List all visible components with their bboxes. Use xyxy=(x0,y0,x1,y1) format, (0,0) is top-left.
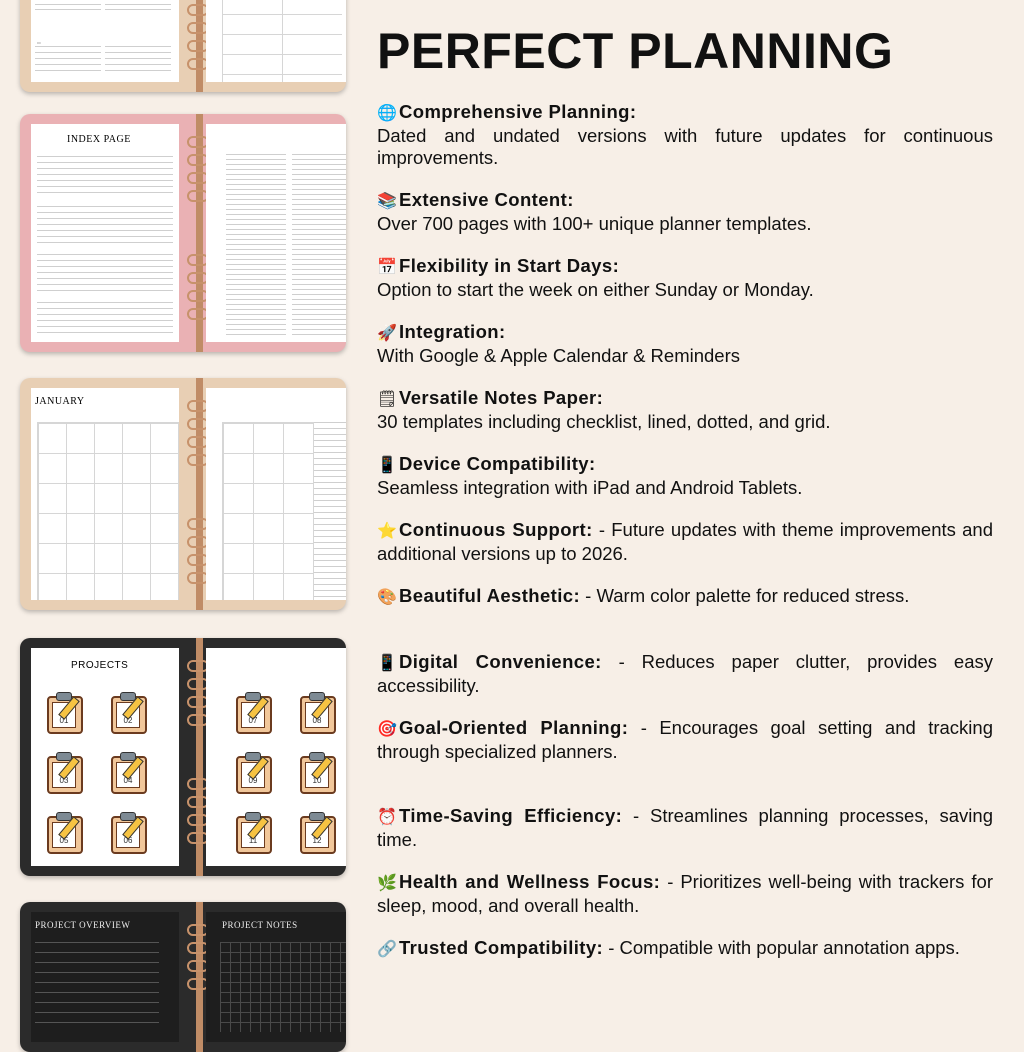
feature-title: Comprehensive Planning: xyxy=(399,101,637,122)
feature-item xyxy=(377,871,993,917)
project-clipboard-icon: 07 xyxy=(236,692,270,730)
planner-preview-tracker xyxy=(20,0,346,92)
feature-description: - Encourages goal setting and tracking through specialized planners. xyxy=(377,717,993,762)
page-headline: PERFECT PLANNING xyxy=(377,23,894,79)
tracker-right-page xyxy=(206,0,346,82)
notepad-icon: 🗒 xyxy=(377,391,398,408)
project-clipboard-icon: 11 xyxy=(236,812,270,850)
project-clipboard-icon: 12 xyxy=(300,812,334,850)
phone-icon: 📱 xyxy=(377,457,397,474)
feature-description: - Warm color palette for reduced stress. xyxy=(585,585,910,606)
feature-title: Device Compatibility: xyxy=(399,453,596,474)
planner-preview-month xyxy=(20,378,346,610)
phone-icon: 📱 xyxy=(377,655,397,672)
palette-icon: 🎨 xyxy=(377,589,397,606)
calendar-icon: 📅 xyxy=(377,259,397,276)
feature-item xyxy=(377,255,993,301)
herb-icon: 🌿 xyxy=(377,875,397,892)
project-clipboard-icon: 05 xyxy=(47,812,81,850)
feature-title: Flexibility in Start Days: xyxy=(399,255,620,276)
feature-description: Seamless integration with iPad and Android Tablets. xyxy=(377,477,803,498)
project-clipboard-icon: 04 xyxy=(111,752,145,790)
feature-description: Option to start the week on either Sunday or Monday. xyxy=(377,279,814,300)
feature-item xyxy=(377,805,993,851)
month-title: JANUARY xyxy=(35,396,85,407)
feature-description: - Prioritizes well-being with trackers for sleep, mood, and overall health. xyxy=(377,871,993,916)
planner-preview-index xyxy=(20,114,346,352)
feature-description: With Google & Apple Calendar & Reminders xyxy=(377,345,740,366)
feature-title: Continuous Support: xyxy=(399,519,593,540)
feature-title: Digital Convenience: xyxy=(399,651,602,672)
alarm-clock-icon: ⏰ xyxy=(377,809,397,826)
month-right-page xyxy=(206,388,346,600)
link-icon: 🔗 xyxy=(377,941,397,958)
index-left-page xyxy=(31,124,179,342)
feature-title: Extensive Content: xyxy=(399,189,574,210)
feature-item xyxy=(377,717,993,763)
project-clipboard-icon: 08 xyxy=(300,692,334,730)
feature-item xyxy=(377,651,993,697)
feature-title: Beautiful Aesthetic: xyxy=(399,585,581,606)
project-clipboard-icon: 02 xyxy=(111,692,145,730)
feature-description: - Reduces paper clutter, provides easy accessibility. xyxy=(377,651,993,696)
planner-preview-projects xyxy=(20,638,346,876)
overview-title: PROJECT OVERVIEW xyxy=(35,920,131,930)
project-clipboard-icon: 06 xyxy=(111,812,145,850)
tracker-left-page: ▭ xyxy=(31,0,179,82)
feature-title: Trusted Compatibility: xyxy=(399,937,604,958)
feature-title: Goal-Oriented Planning: xyxy=(399,717,629,738)
feature-item xyxy=(377,937,993,961)
rocket-icon: 🚀 xyxy=(377,325,397,342)
feature-title: Time-Saving Efficiency: xyxy=(399,805,623,826)
feature-description: Over 700 pages with 100+ unique planner templates. xyxy=(377,213,812,234)
feature-description: - Compatible with popular annotation apps. xyxy=(608,937,960,958)
projects-title: PROJECTS xyxy=(71,660,129,671)
project-clipboard-icon: 09 xyxy=(236,752,270,790)
books-icon: 📚 xyxy=(377,193,397,210)
project-clipboard-icon: 03 xyxy=(47,752,81,790)
project-clipboard-icon: 10 xyxy=(300,752,334,790)
feature-item xyxy=(377,387,993,433)
feature-item xyxy=(377,189,993,235)
feature-item xyxy=(377,453,993,499)
feature-description: Dated and undated versions with future updates for continuous improvements. xyxy=(377,125,993,168)
planner-previews xyxy=(0,0,360,1024)
globe-icon: 🌐 xyxy=(377,105,397,122)
index-right-page xyxy=(206,124,346,342)
overview-left-page xyxy=(31,912,179,1042)
project-clipboard-icon: 01 xyxy=(47,692,81,730)
index-page-title: INDEX PAGE xyxy=(67,134,131,145)
overview-right-page xyxy=(206,912,346,1042)
projects-left-page xyxy=(31,648,179,866)
planner-preview-overview xyxy=(20,902,346,1052)
star-icon: ⭐ xyxy=(377,523,397,540)
feature-description: - Streamlines planning processes, saving time. xyxy=(377,805,993,850)
target-icon: 🎯 xyxy=(377,721,397,738)
projects-right-page xyxy=(206,648,346,866)
notes-title: PROJECT NOTES xyxy=(222,920,298,930)
month-left-page xyxy=(31,388,179,600)
feature-item xyxy=(377,101,993,169)
feature-title: Integration: xyxy=(399,321,506,342)
feature-title: Versatile Notes Paper: xyxy=(399,387,604,408)
feature-title: Health and Wellness Focus: xyxy=(399,871,661,892)
feature-item xyxy=(377,585,993,609)
feature-description: 30 templates including checklist, lined, dotted, and grid. xyxy=(377,411,831,432)
feature-description: - Future updates with theme improvements and additional versions up to 2026. xyxy=(377,519,993,564)
feature-item xyxy=(377,321,993,367)
feature-item xyxy=(377,519,993,565)
